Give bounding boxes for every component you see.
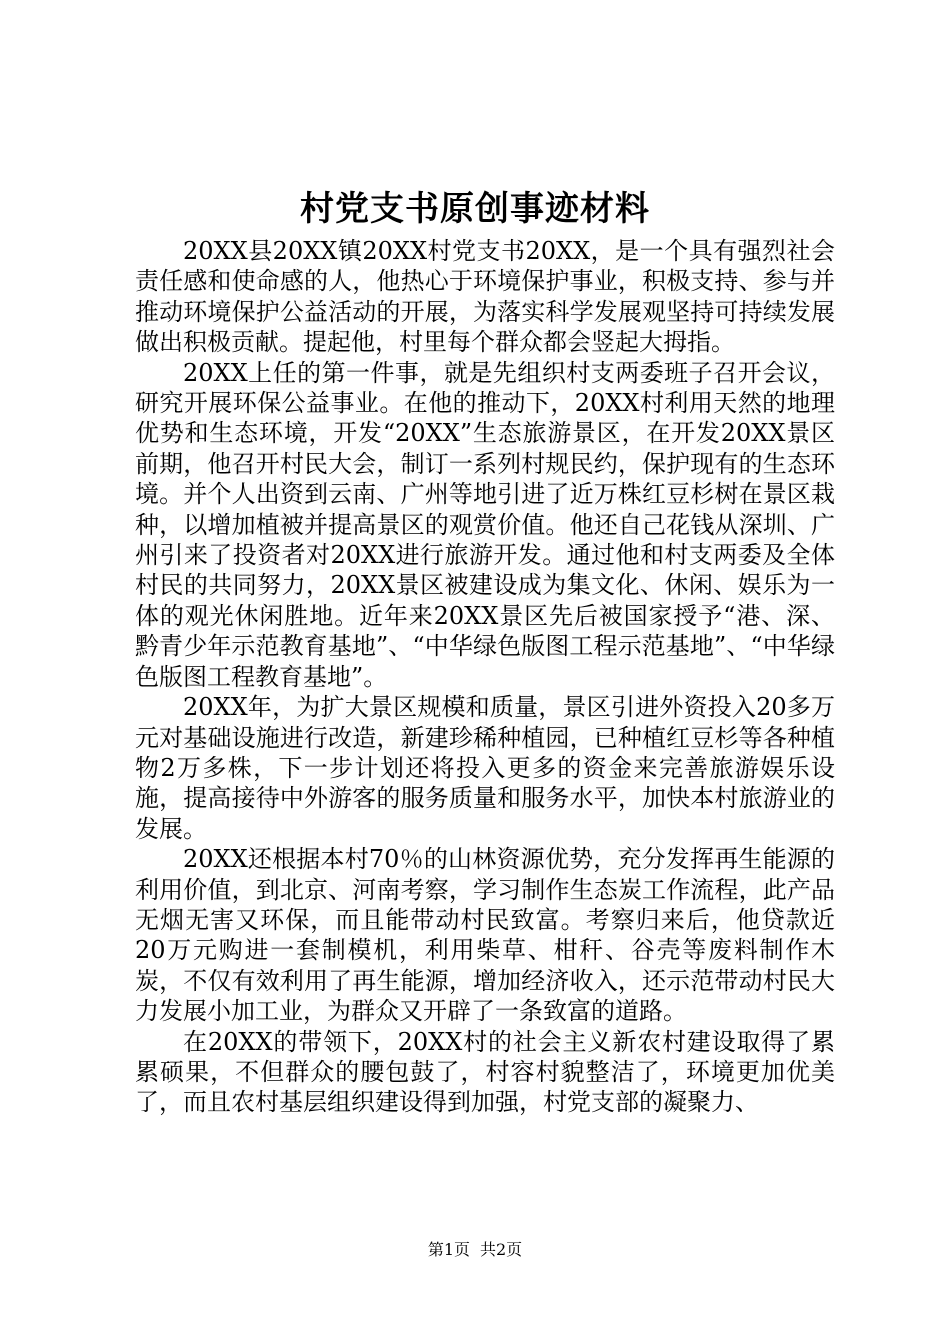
paragraph: 20XX县20XX镇20XX村党支书20XX，是一个具有强烈社会责任感和使命感的人，他热心于环境保护事业，积极支持、参与并推动环境保护公益活动的开展，为落实科学发展观坚持可持续发展做出积极贡献。提起他，村里每个群众都会竖起大拇指。 — [135, 237, 835, 357]
document-title: 村党支书原创事迹材料 — [300, 189, 650, 229]
paragraph: 在20XX的带领下，20XX村的社会主义新农村建设取得了累累硕果，不但群众的腰包鼓了，村容村貌整洁了，环境更加优美了，而且农村基层组织建设得到加强，村党支部的凝聚力、 — [135, 1027, 835, 1117]
page-footer — [0, 1240, 950, 1260]
page-number-total: 共2页 — [480, 1240, 523, 1259]
document-body — [135, 236, 835, 1118]
page-number-current: 第1页 — [427, 1240, 470, 1259]
paragraph: 20XX上任的第一件事，就是先组织村支两委班子召开会议，研究开展环保公益事业。在他的推动下，20XX村利用天然的地理优势和生态环境，开发“20XX”生态旅游景区，在开发20XX景区前期，他召开村民大会，制订一系列村规民约，保护现有的生态环境。并个人出资到云南、广州等地引进了近万株红豆杉树在景区栽种，以增加植被并提高景区的观赏价值。他还自己花钱从深圳、广州引来了投资者对20XX进行旅游开发。通过他和村支两委及全体村民的共同努力，20XX景区被建设成为集文化、休闲、娱乐为一体的观光休闲胜地。近年来20XX景区先后被国家授予“港、深、黔青少年示范教育基地”、“中华绿色版图工程示范基地”、“中华绿色版图工程教育基地”。 — [135, 358, 835, 691]
paragraph: 20XX年，为扩大景区规模和质量，景区引进外资投入20多万元对基础设施进行改造，新建珍稀种植园，已种植红豆杉等各种植物2万多株，下一步计划还将投入更多的资金来完善旅游娱乐设施，提高接待中外游客的服务质量和服务水平，加快本村旅游业的发展。 — [135, 693, 835, 843]
paragraph: 20XX还根据本村70％的山林资源优势，充分发挥再生能源的利用价值，到北京、河南考察，学习制作生态炭工作流程，此产品无烟无害又环保，而且能带动村民致富。考察归来后，他贷款近20万元购进一套制模机，利用柴草、柑秆、谷壳等废料制作木炭，不仅有效利用了再生能源，增加经济收入，还示范带动村民大力发展小加工业，为群众又开辟了一条致富的道路。 — [135, 845, 835, 1026]
